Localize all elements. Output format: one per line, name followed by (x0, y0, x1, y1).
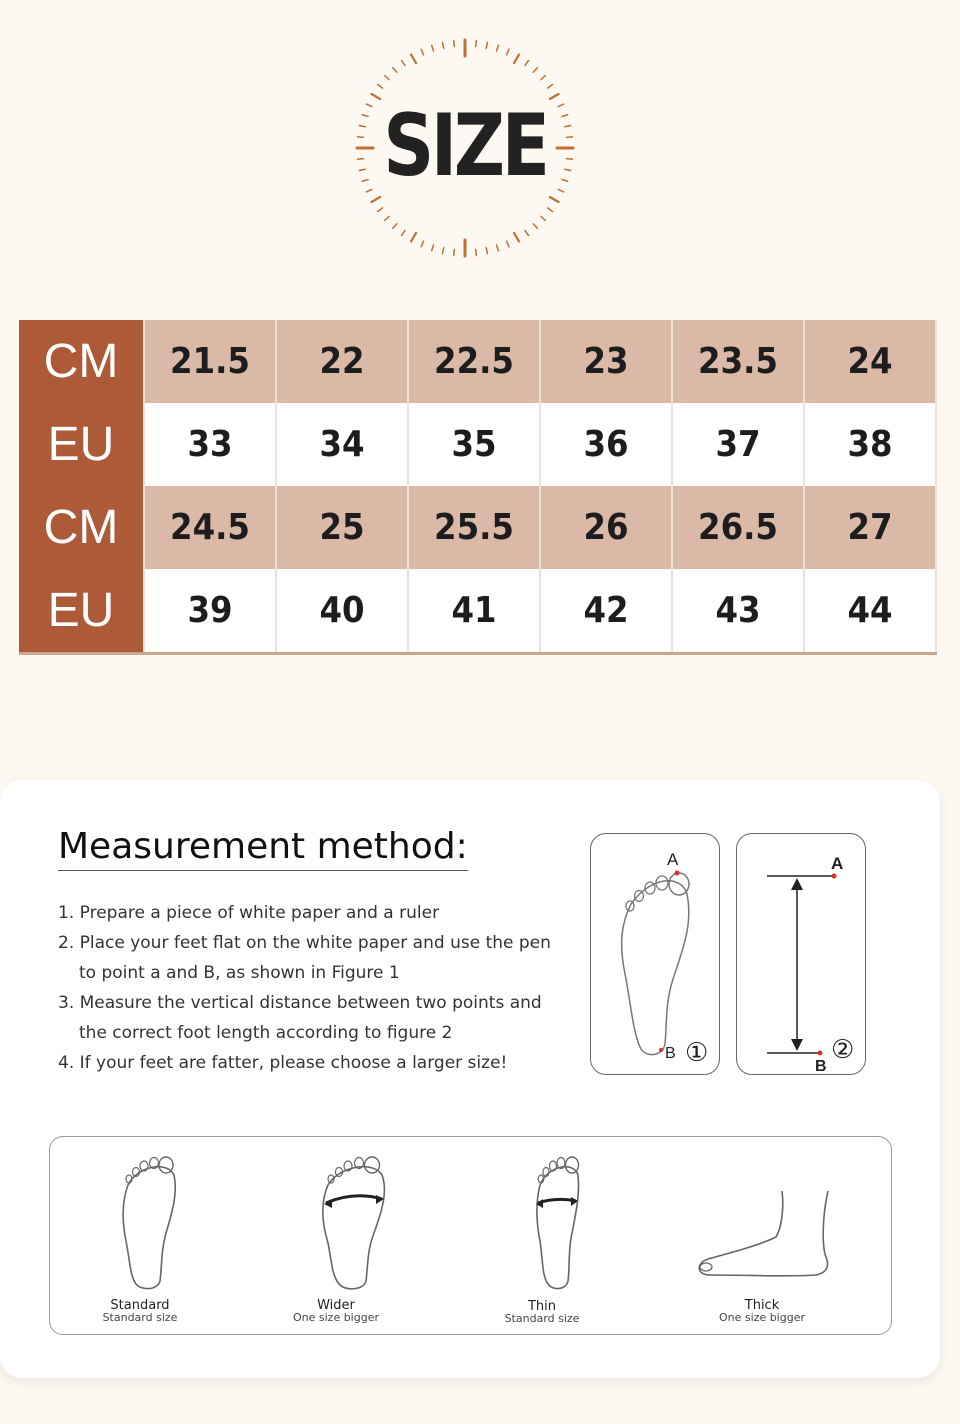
measurement-steps (58, 898, 568, 1078)
size-cell: 41 (408, 569, 540, 654)
dial-tick (385, 216, 389, 220)
dial-tick (533, 224, 537, 228)
dial-tick (550, 197, 559, 202)
dial-tick (454, 41, 455, 47)
dial-tick (358, 159, 364, 160)
dial-tick (562, 180, 568, 182)
size-cell: 23.5 (672, 320, 804, 403)
figure-1-foot-points (590, 833, 720, 1075)
size-cell: 23 (540, 320, 672, 403)
dial-tick (486, 42, 487, 48)
dial-tick (393, 68, 397, 72)
size-cell: 21.5 (144, 320, 276, 403)
dial-tick (514, 233, 519, 242)
row-label: EU (19, 569, 144, 654)
size-cell: 44 (804, 569, 936, 654)
point-b-label: B (665, 1045, 676, 1062)
row-label: EU (19, 403, 144, 486)
size-cell: 22 (276, 320, 408, 403)
dial-tick (506, 49, 508, 54)
dial-tick (378, 85, 383, 89)
size-cell: 42 (540, 569, 672, 654)
size-chart-table (19, 320, 937, 655)
dial-tick (565, 126, 571, 127)
size-cell: 25 (276, 486, 408, 569)
wider-foot-icon (318, 1151, 394, 1291)
dial-tick (562, 115, 568, 117)
size-cell: 25.5 (408, 486, 540, 569)
dial-tick (541, 76, 545, 80)
dial-tick (525, 231, 529, 236)
table-row (19, 320, 936, 403)
size-cell: 27 (804, 486, 936, 569)
dial-tick (443, 42, 444, 48)
size-cell: 37 (672, 403, 804, 486)
size-cell: 38 (804, 403, 936, 486)
dial-tick (565, 169, 571, 170)
dial-tick (476, 249, 477, 255)
row-label: CM (19, 320, 144, 403)
dial-tick (454, 249, 455, 255)
standard-foot-icon (116, 1151, 186, 1291)
dial-tick (402, 61, 406, 66)
dial-tick (362, 115, 368, 117)
step-item: 1. Prepare a piece of white paper and a ruler (58, 903, 440, 923)
foot-type-thin (492, 1300, 592, 1324)
foot-type-name: Wider (317, 1298, 355, 1313)
dial-tick (371, 197, 380, 202)
figure-2-distance (736, 833, 866, 1075)
dial-tick (497, 245, 499, 251)
point-b-label: B (815, 1058, 827, 1075)
dial-tick (548, 208, 553, 212)
dial-tick (385, 76, 389, 80)
foot-type-standard (90, 1299, 190, 1323)
foot-type-sub: One size bigger (292, 1311, 379, 1324)
table-row (19, 569, 936, 654)
foot-type-thick (712, 1299, 812, 1323)
dial-tick (432, 245, 434, 251)
dial-tick (514, 54, 519, 63)
page-title: SIZE (383, 96, 547, 196)
step-item: 2. Place your feet flat on the white paper and use the pen to point a and B, as shown in Figure 1 (58, 933, 551, 983)
step-item: 4. If your feet are fatter, please choose a larger size! (58, 1053, 508, 1073)
point-a-label: A (831, 854, 844, 873)
dial-tick (548, 85, 553, 89)
dial-tick (506, 241, 508, 246)
dial-tick (443, 248, 444, 254)
dial-tick (476, 41, 477, 47)
foot-type-name: Standard (110, 1298, 170, 1313)
foot-type-sub: Standard size (504, 1312, 580, 1325)
dial-tick (358, 137, 364, 138)
dial-tick (402, 231, 406, 236)
dial-tick (393, 224, 397, 228)
size-cell: 24.5 (144, 486, 276, 569)
dial-tick (497, 45, 499, 51)
table-row (19, 486, 936, 569)
foot-type-name: Thin (527, 1299, 557, 1314)
dial-tick (359, 126, 365, 127)
size-cell: 34 (276, 403, 408, 486)
dial-tick (411, 54, 416, 63)
thick-foot-icon (690, 1187, 840, 1283)
dial-tick (421, 241, 423, 246)
measurement-title: Measurement method: (58, 826, 468, 871)
foot-type-wider (286, 1299, 386, 1323)
size-cell: 24 (804, 320, 936, 403)
foot-type-name: Thick (744, 1298, 780, 1313)
dial-tick (432, 45, 434, 51)
point-a-label: A (667, 850, 679, 869)
size-cell: 39 (144, 569, 276, 654)
size-cell: 40 (276, 569, 408, 654)
thin-foot-icon (528, 1151, 588, 1291)
size-cell: 43 (672, 569, 804, 654)
dial-tick (566, 159, 572, 160)
step-item: 3. Measure the vertical distance between two points and the correct foot length according to figure 2 (58, 993, 542, 1043)
dial-tick (378, 208, 383, 212)
figure-number: ① (685, 1038, 709, 1068)
size-cell: 35 (408, 403, 540, 486)
size-cell: 22.5 (408, 320, 540, 403)
foot-type-sub: Standard size (102, 1311, 178, 1324)
figure-number: ② (831, 1035, 855, 1065)
dial-tick (359, 169, 365, 170)
size-cell: 26 (540, 486, 672, 569)
foot-type-sub: One size bigger (718, 1311, 805, 1324)
dial-tick (533, 68, 537, 72)
dial-tick (411, 233, 416, 242)
dial-tick (362, 180, 368, 182)
size-cell: 33 (144, 403, 276, 486)
row-label: CM (19, 486, 144, 569)
size-cell: 26.5 (672, 486, 804, 569)
foot-types-panel (49, 1136, 892, 1335)
dial-tick (486, 248, 487, 254)
dial-tick (566, 137, 572, 138)
dial-tick (421, 49, 423, 54)
dial-tick (525, 61, 529, 66)
size-cell: 36 (540, 403, 672, 486)
table-row (19, 403, 936, 486)
dial-tick (541, 216, 545, 220)
